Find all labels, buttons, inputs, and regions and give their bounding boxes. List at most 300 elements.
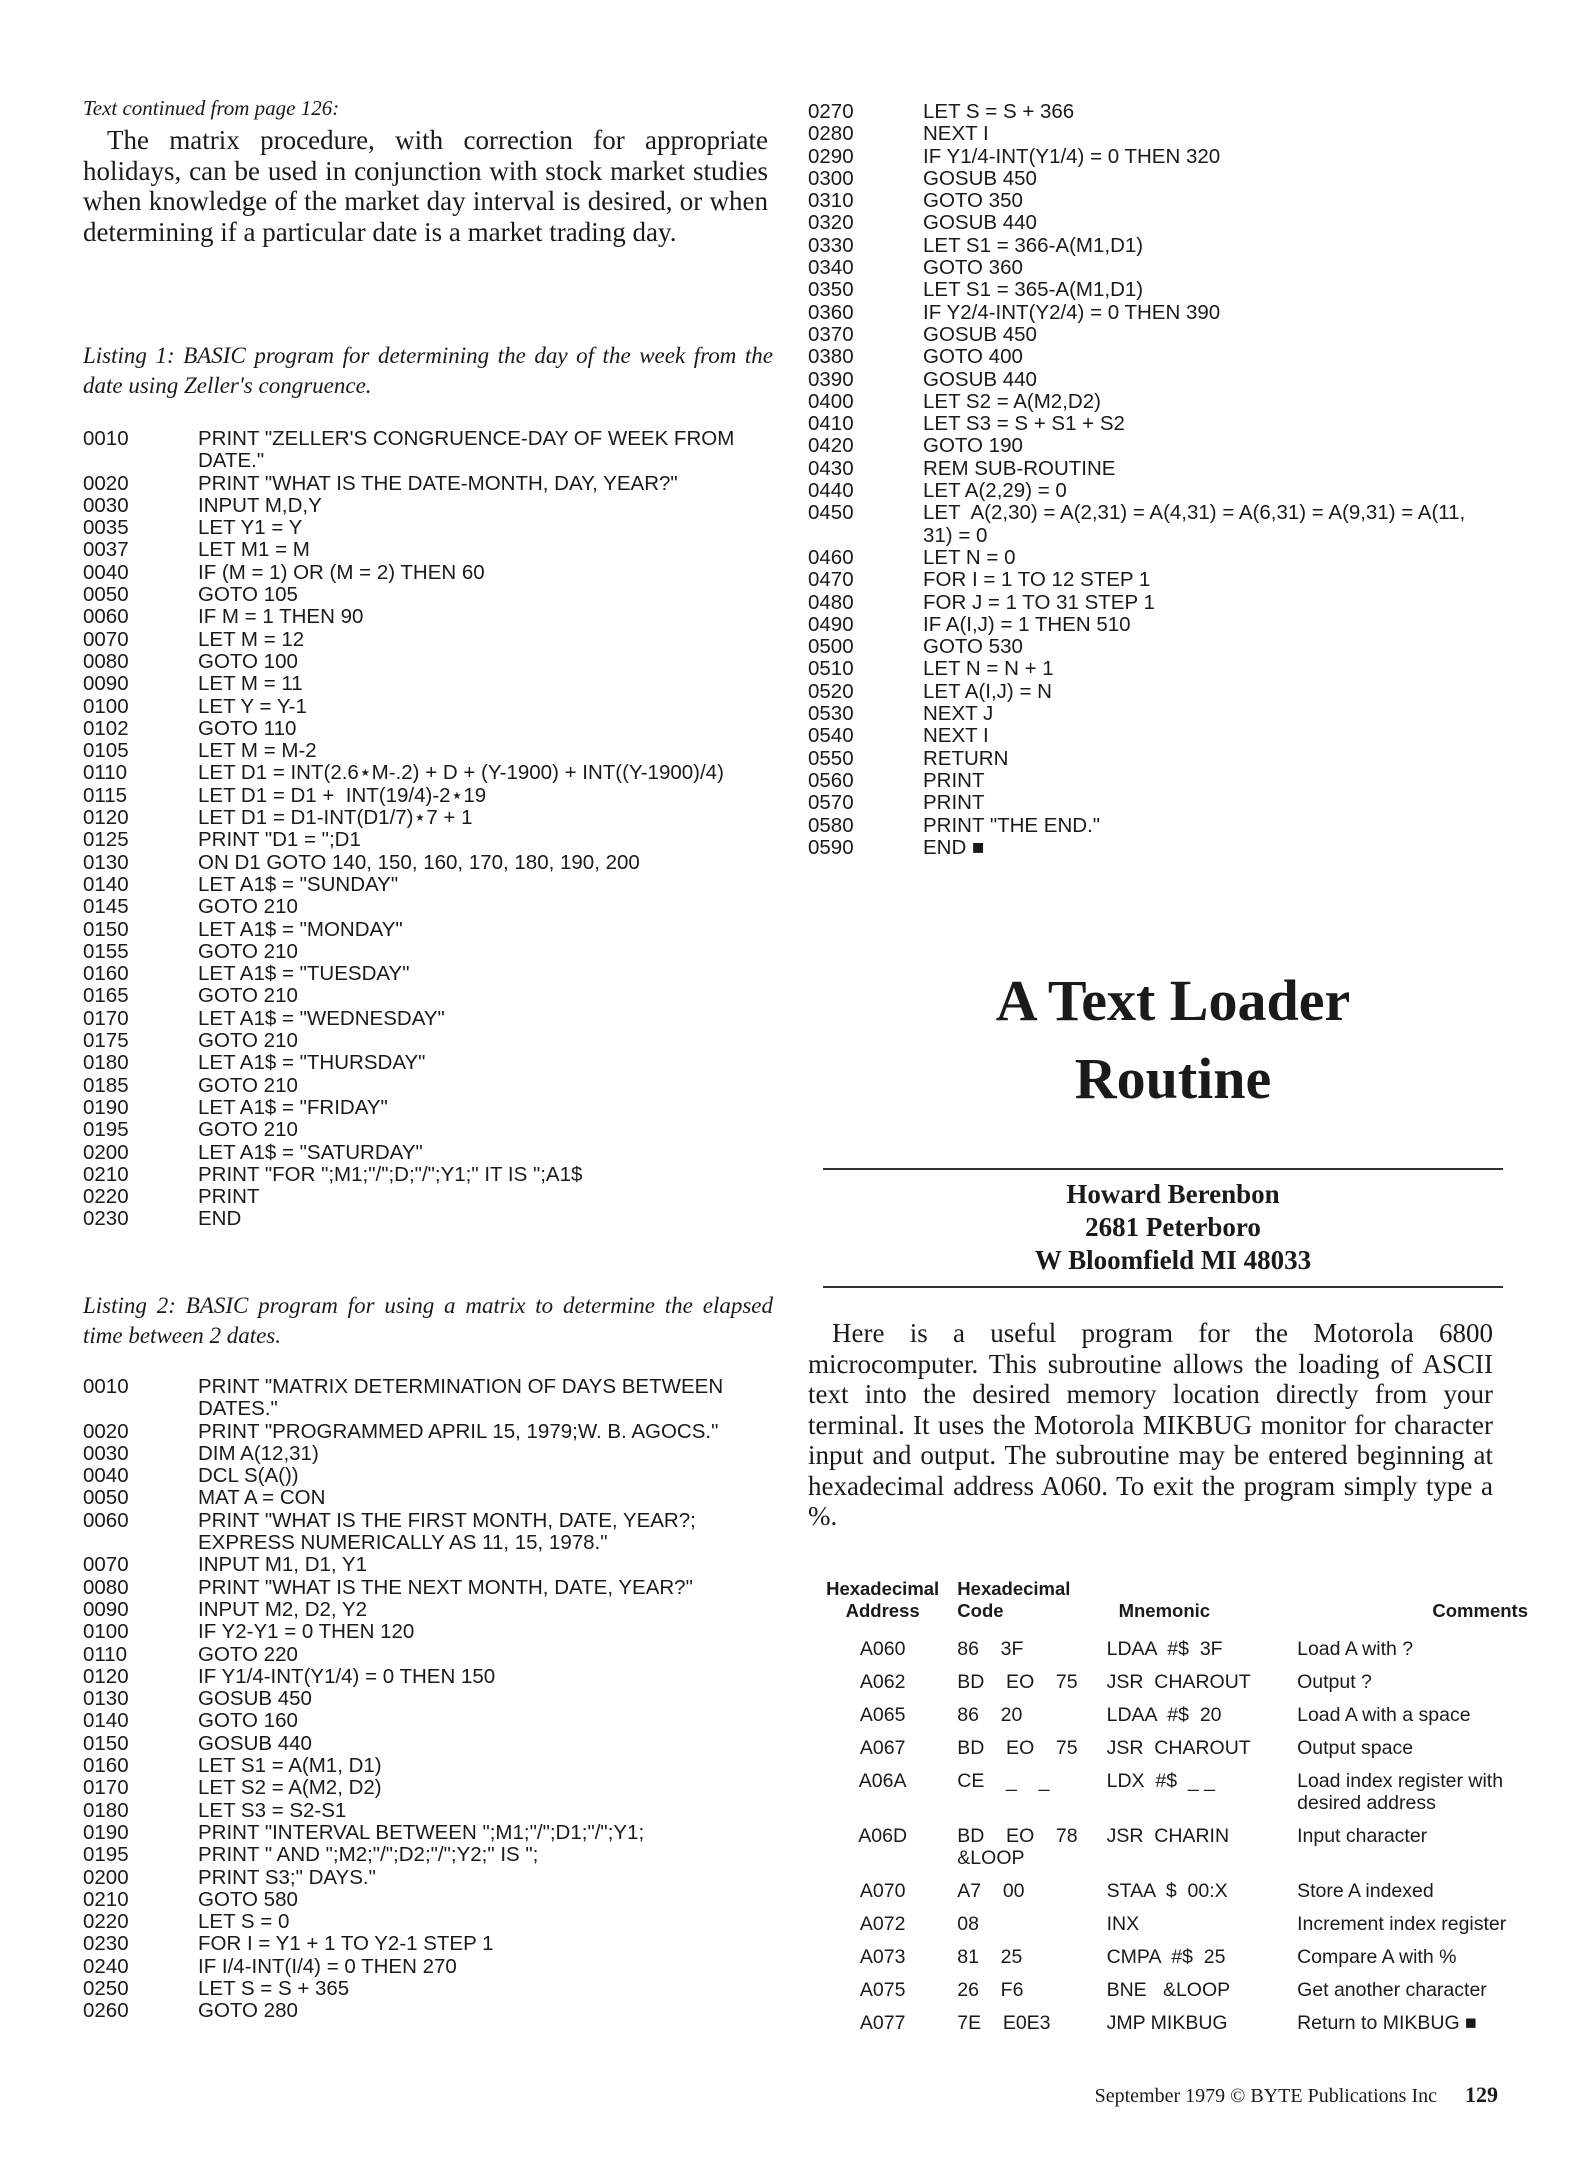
line-code: LET D1 = D1 + INT(19/4)-2⋆19: [198, 783, 487, 807]
code-line: [83, 1577, 768, 1599]
line-code: LET A1$ = "SATURDAY": [198, 1140, 423, 1164]
code-line: [83, 896, 768, 918]
line-number: 0070: [83, 627, 129, 651]
line-number: 0180: [83, 1798, 129, 1822]
line-code: INPUT M2, D2, Y2: [198, 1597, 367, 1621]
title-line-2: Routine: [1074, 1046, 1272, 1111]
line-number: 0145: [83, 895, 129, 919]
line-code: IF A(I,J) = 1 THEN 510: [923, 612, 1131, 636]
line-code: LET A1$ = "THURSDAY": [198, 1051, 426, 1075]
line-code: LET A1$ = "SUNDAY": [198, 872, 399, 896]
cell-address: A065: [859, 1704, 906, 1726]
code-line: [83, 1822, 768, 1844]
code-line: [83, 1621, 768, 1643]
code-line: [83, 1666, 768, 1688]
code-line: [808, 458, 1493, 480]
cell-comment: Load index register with desired address: [1297, 1770, 1504, 1814]
table-header-row: [808, 1578, 1538, 1638]
line-code: LET A1$ = "FRIDAY": [198, 1095, 388, 1119]
line-number: 0230: [83, 1932, 129, 1956]
code-line: [808, 235, 1493, 257]
cell-comment: Output ?: [1297, 1671, 1372, 1693]
line-number: 0080: [83, 1575, 129, 1599]
cell-comment: Store A indexed: [1297, 1880, 1434, 1902]
code-line: [83, 829, 768, 851]
code-line: [83, 1867, 768, 1889]
line-number: 0450: [808, 501, 854, 525]
cell-mnemonic: LDAA #$ 3F: [1106, 1638, 1223, 1660]
code-line: [83, 584, 768, 606]
author-top-rule: [823, 1168, 1503, 1170]
line-number: 0470: [808, 568, 854, 592]
line-number: 0160: [83, 1754, 129, 1778]
line-number: 0110: [83, 761, 128, 785]
line-code: LET A(2,30) = A(2,31) = A(4,31) = A(6,31) = A(9,31) = A(11, 31) = 0: [923, 501, 1471, 547]
line-number: 0550: [808, 746, 854, 770]
line-code: GOTO 580: [198, 1887, 298, 1911]
assembly-table-body: [808, 1638, 1538, 2045]
line-number: 0150: [83, 917, 129, 941]
line-code: PRINT "THE END.": [923, 813, 1101, 837]
code-line: [83, 1710, 768, 1732]
code-line: [83, 1688, 768, 1710]
code-line: [808, 369, 1493, 391]
table-row: [808, 1770, 1538, 1825]
line-number: 0420: [808, 434, 854, 458]
cell-comment: Output space: [1297, 1737, 1414, 1759]
line-number: 0310: [808, 189, 854, 213]
line-code: GOTO 530: [923, 635, 1023, 659]
table-row: [808, 1704, 1538, 1737]
line-number: 0100: [83, 1620, 129, 1644]
line-number: 0190: [83, 1095, 129, 1119]
code-line: [83, 1554, 768, 1576]
cell-code: 26 F6: [957, 1979, 1024, 2001]
line-number: 0210: [83, 1162, 129, 1186]
line-code: GOTO 110: [198, 716, 297, 740]
code-line: [83, 517, 768, 539]
code-line: [808, 168, 1493, 190]
code-line: [808, 770, 1493, 792]
article-body: Here is a useful program for the Motorola 6800 microcomputer. This subroutine allows the loading of ASCII text into the desired memory location directly from your terminal. It uses the Motorola MIKBUG monitor for character input and output. The subroutine may be entered beginning at hexadecimal address A060. To exit the program simply type a %.: [808, 1318, 1493, 1531]
cell-mnemonic: LDAA #$ 20: [1106, 1704, 1222, 1726]
cell-mnemonic: CMPA #$ 25: [1106, 1946, 1226, 1968]
code-line: [83, 718, 768, 740]
line-number: 0050: [83, 1486, 129, 1510]
line-number: 0090: [83, 1597, 129, 1621]
line-number: 0200: [83, 1140, 129, 1164]
cell-code: BD EO 78 &LOOP: [957, 1825, 1084, 1869]
code-line: [808, 725, 1493, 747]
code-line: [808, 547, 1493, 569]
code-line: [83, 1599, 768, 1621]
article-title: [808, 962, 1538, 1118]
line-code: LET S1 = 365-A(M1,D1): [923, 278, 1144, 302]
listing1-code: [83, 428, 768, 1231]
line-code: LET S = 0: [198, 1910, 290, 1934]
line-code: IF M = 1 THEN 90: [198, 605, 364, 629]
line-number: 0020: [83, 471, 129, 495]
line-code: GOTO 280: [198, 1999, 298, 2023]
line-code: GOSUB 440: [923, 367, 1037, 391]
code-line: [808, 279, 1493, 301]
line-code: GOTO 105: [198, 583, 298, 607]
line-code: GOTO 360: [923, 256, 1023, 280]
line-number: 0030: [83, 493, 129, 517]
line-code: GOTO 220: [198, 1642, 298, 1666]
code-line: [808, 257, 1493, 279]
cell-code: BD EO 75: [957, 1737, 1078, 1759]
header-address: Hexadecimal Address: [826, 1578, 940, 1621]
line-number: 0125: [83, 828, 129, 852]
cell-address: A077: [859, 2012, 906, 2034]
line-number: 0430: [808, 456, 854, 480]
line-code: PRINT "PROGRAMMED APRIL 15, 1979;W. B. AGOCS.": [198, 1419, 719, 1443]
line-number: 0270: [808, 100, 854, 123]
code-line: [808, 658, 1493, 680]
table-row: [808, 1880, 1538, 1913]
line-code: ON D1 GOTO 140, 150, 160, 170, 180, 190, 200: [198, 850, 640, 874]
code-line: [83, 1644, 768, 1666]
listing2-caption: Listing 2: BASIC program for using a matrix to determine the elapsed time between 2 dates.: [83, 1293, 773, 1348]
line-code: PRINT: [923, 791, 985, 815]
cell-mnemonic: JMP MIKBUG: [1106, 2012, 1228, 2034]
cell-code: 08: [957, 1913, 979, 1935]
line-number: 0195: [83, 1118, 129, 1142]
code-line: [83, 1889, 768, 1911]
code-line: [83, 1186, 768, 1208]
cell-code: 81 25: [957, 1946, 1023, 1968]
cell-code: 7E E0E3: [957, 2012, 1051, 2034]
line-code: GOSUB 440: [198, 1731, 312, 1755]
line-code: FOR I = Y1 + 1 TO Y2-1 STEP 1: [198, 1932, 494, 1956]
assembly-table: [808, 1578, 1538, 2045]
line-number: 0195: [83, 1843, 129, 1867]
cell-mnemonic: JSR CHAROUT: [1106, 1737, 1251, 1759]
line-code: GOSUB 440: [923, 211, 1037, 235]
line-code: LET A1$ = "TUESDAY": [198, 962, 410, 986]
line-number: 0120: [83, 806, 129, 830]
line-code: DCL S(A()): [198, 1464, 299, 1488]
intro-paragraph: The matrix procedure, with correction for appropriate holidays, can be used in conjunction with stock market studies when knowledge of the market day interval is desired, or when determining if a particular date is a market trading day.: [83, 125, 768, 247]
author-street: 2681 Peterboro: [1085, 1212, 1261, 1242]
code-line: [83, 963, 768, 985]
listing2-code: [83, 1376, 768, 2023]
line-code: LET Y1 = Y: [198, 516, 303, 540]
line-number: 0380: [808, 345, 854, 369]
code-line: [83, 1755, 768, 1777]
code-line: [83, 1777, 768, 1799]
footer-credit: September 1979 © BYTE Publications Inc: [1094, 2085, 1437, 2107]
line-code: NEXT I: [923, 724, 989, 748]
line-number: 0140: [83, 872, 129, 896]
line-number: 0080: [83, 649, 129, 673]
code-line: [808, 324, 1493, 346]
line-code: LET N = N + 1: [923, 657, 1054, 681]
line-number: 0102: [83, 716, 129, 740]
code-line: [808, 837, 1493, 859]
line-number: 0350: [808, 278, 854, 302]
line-number: 0040: [83, 1464, 129, 1488]
code-line: [83, 1844, 768, 1866]
line-code: NEXT I: [923, 122, 989, 146]
line-code: DIM A(12,31): [198, 1441, 319, 1465]
code-line: [83, 1052, 768, 1074]
line-code: PRINT "WHAT IS THE NEXT MONTH, DATE, YEAR?": [198, 1575, 693, 1599]
line-code: IF Y1/4-INT(Y1/4) = 0 THEN 320: [923, 144, 1221, 168]
line-code: NEXT J: [923, 702, 994, 726]
line-number: 0160: [83, 962, 129, 986]
cell-address: A06D: [858, 1825, 908, 1847]
line-number: 0510: [808, 657, 854, 681]
line-number: 0570: [808, 791, 854, 815]
line-code: LET D1 = D1-INT(D1/7)⋆7 + 1: [198, 806, 473, 830]
line-number: 0115: [83, 783, 128, 807]
line-number: 0460: [808, 545, 854, 569]
code-line: [83, 874, 768, 896]
line-code: INPUT M1, D1, Y1: [198, 1553, 367, 1577]
code-line: [808, 502, 1493, 547]
code-line: [83, 1465, 768, 1487]
code-line: [808, 480, 1493, 502]
line-code: IF I/4-INT(I/4) = 0 THEN 270: [198, 1954, 457, 1978]
cell-comment: Load A with a space: [1297, 1704, 1471, 1726]
line-code: LET M = 12: [198, 627, 305, 651]
cell-code: CE _ _: [957, 1770, 1050, 1792]
line-number: 0400: [808, 389, 854, 413]
line-number: 0037: [83, 538, 129, 562]
line-number: 0210: [83, 1887, 129, 1911]
code-line: [83, 919, 768, 941]
code-line: [808, 212, 1493, 234]
line-code: LET S1 = 366-A(M1,D1): [923, 233, 1144, 257]
code-line: [83, 1487, 768, 1509]
line-number: 0320: [808, 211, 854, 235]
line-number: 0300: [808, 166, 854, 190]
code-line: [83, 852, 768, 874]
line-number: 0390: [808, 367, 854, 391]
line-code: LET N = 0: [923, 545, 1016, 569]
table-row: [808, 1825, 1538, 1880]
line-number: 0250: [83, 1977, 129, 2001]
line-number: 0520: [808, 679, 854, 703]
line-number: 0500: [808, 635, 854, 659]
line-code: GOTO 210: [198, 939, 298, 963]
code-line: [83, 1510, 768, 1555]
code-line: [808, 391, 1493, 413]
page-footer: [808, 2082, 1498, 2108]
line-number: 0140: [83, 1709, 129, 1733]
line-number: 0360: [808, 300, 854, 324]
line-code: FOR I = 1 TO 12 STEP 1: [923, 568, 1151, 592]
line-number: 0020: [83, 1419, 129, 1443]
cell-code: 86 20: [957, 1704, 1023, 1726]
line-number: 0130: [83, 850, 129, 874]
header-code: Hexadecimal Code: [957, 1578, 1071, 1621]
line-code: PRINT "FOR ";M1;"/";D;"/";Y1;" IT IS ";A1$: [198, 1162, 583, 1186]
line-number: 0030: [83, 1441, 129, 1465]
line-code: IF Y2/4-INT(Y2/4) = 0 THEN 390: [923, 300, 1221, 324]
code-line: [83, 1376, 768, 1421]
line-number: 0190: [83, 1820, 129, 1844]
code-line: [808, 681, 1493, 703]
code-line: [83, 1008, 768, 1030]
code-line: [808, 703, 1493, 725]
code-line: [83, 539, 768, 561]
cell-code: A7 00: [957, 1880, 1025, 1902]
code-line: [808, 792, 1493, 814]
line-number: 0340: [808, 256, 854, 280]
line-code: GOTO 400: [923, 345, 1023, 369]
code-line: [808, 413, 1493, 435]
line-code: GOTO 210: [198, 895, 298, 919]
line-code: PRINT "D1 = ";D1: [198, 828, 361, 852]
line-number: 0010: [83, 1375, 129, 1398]
line-code: MAT A = CON: [198, 1486, 326, 1510]
header-comments: Comments: [1432, 1600, 1528, 1621]
listing1-caption: Listing 1: BASIC program for determining the day of the week from the date using Zeller's congruence.: [83, 343, 773, 398]
code-line: [83, 1933, 768, 1955]
line-number: 0170: [83, 1776, 129, 1800]
line-code: LET S1 = A(M1, D1): [198, 1754, 382, 1778]
line-number: 0165: [83, 984, 129, 1008]
line-number: 0110: [83, 1642, 128, 1666]
author-block: [808, 1178, 1538, 1277]
code-line: [83, 1208, 768, 1230]
cell-address: A075: [859, 1979, 906, 2001]
table-row: [808, 1946, 1538, 1979]
line-number: 0090: [83, 672, 129, 696]
code-line: [83, 1911, 768, 1933]
cell-comment: Return to MIKBUG ■: [1297, 2012, 1477, 2034]
line-number: 0070: [83, 1553, 129, 1577]
cell-comment: Load A with ?: [1297, 1638, 1414, 1660]
cell-mnemonic: LDX #$ _ _: [1106, 1770, 1215, 1792]
cell-mnemonic: STAA $ 00:X: [1106, 1880, 1228, 1902]
code-line: [83, 1097, 768, 1119]
code-line: [808, 346, 1493, 368]
line-code: LET Y = Y-1: [198, 694, 307, 718]
line-code: LET S2 = A(M2,D2): [923, 389, 1101, 413]
code-line: [83, 1075, 768, 1097]
header-mnemonic: Mnemonic: [1118, 1600, 1211, 1621]
line-number: 0330: [808, 233, 854, 257]
line-code: LET S = S + 365: [198, 1977, 350, 2001]
line-number: 0370: [808, 322, 854, 346]
line-code: GOTO 210: [198, 1118, 298, 1142]
line-number: 0240: [83, 1954, 129, 1978]
line-number: 0230: [83, 1207, 129, 1231]
line-number: 0540: [808, 724, 854, 748]
line-code: PRINT "MATRIX DETERMINATION OF DAYS BETWEEN DATES.": [198, 1375, 729, 1421]
continued-note: Text continued from page 126:: [83, 96, 340, 120]
line-code: LET A(2,29) = 0: [923, 479, 1067, 503]
code-line: [83, 762, 768, 784]
code-line: [83, 473, 768, 495]
line-code: GOTO 210: [198, 1029, 298, 1053]
code-line: [808, 592, 1493, 614]
line-number: 0040: [83, 560, 129, 584]
line-code: GOTO 210: [198, 1073, 298, 1097]
author-city: W Bloomfield MI 48033: [1034, 1245, 1312, 1275]
line-number: 0280: [808, 122, 854, 146]
line-code: GOTO 210: [198, 984, 298, 1008]
line-code: PRINT "INTERVAL BETWEEN ";M1;"/";D1;"/";Y1;: [198, 1820, 645, 1844]
line-code: REM SUB-ROUTINE: [923, 456, 1116, 480]
cell-mnemonic: INX: [1106, 1913, 1140, 1935]
cell-code: BD EO 75: [957, 1671, 1078, 1693]
line-code: GOSUB 450: [923, 322, 1037, 346]
code-line: [83, 606, 768, 628]
line-number: 0035: [83, 516, 129, 540]
cell-address: A067: [859, 1737, 906, 1759]
line-code: LET M = M-2: [198, 739, 317, 763]
code-line: [83, 1443, 768, 1465]
code-line: [83, 1030, 768, 1052]
code-line: [83, 1119, 768, 1141]
code-line: [808, 435, 1493, 457]
cell-address: A060: [859, 1638, 906, 1660]
line-code: PRINT S3;" DAYS.": [198, 1865, 376, 1889]
table-row: [808, 1913, 1538, 1946]
cell-comment: Compare A with %: [1297, 1946, 1457, 1968]
line-number: 0480: [808, 590, 854, 614]
line-code: LET S = S + 366: [923, 100, 1075, 123]
code-line: [83, 428, 768, 473]
author-name: Howard Berenbon: [1066, 1179, 1280, 1209]
cell-mnemonic: JSR CHAROUT: [1106, 1671, 1251, 1693]
line-code: END ■: [923, 835, 985, 859]
line-code: LET M = 11: [198, 672, 303, 696]
code-line: [83, 941, 768, 963]
listing2-continued-code: [808, 101, 1493, 859]
code-line: [83, 562, 768, 584]
cell-address: A073: [859, 1946, 906, 1968]
line-number: 0220: [83, 1185, 129, 1209]
line-number: 0260: [83, 1999, 129, 2023]
code-line: [808, 815, 1493, 837]
line-number: 0185: [83, 1073, 129, 1097]
line-number: 0105: [83, 739, 129, 763]
code-line: [808, 101, 1493, 123]
cell-mnemonic: BNE &LOOP: [1106, 1979, 1231, 2001]
line-code: LET S3 = S + S1 + S2: [923, 412, 1125, 436]
code-line: [808, 123, 1493, 145]
line-code: IF (M = 1) OR (M = 2) THEN 60: [198, 560, 485, 584]
line-number: 0150: [83, 1731, 129, 1755]
code-line: [83, 1978, 768, 2000]
line-code: LET A(I,J) = N: [923, 679, 1052, 703]
line-code: PRINT " AND ";M2;"/";D2;"/";Y2;" IS ";: [198, 1843, 539, 1867]
line-number: 0050: [83, 583, 129, 607]
cell-code: 86 3F: [957, 1638, 1024, 1660]
code-line: [83, 696, 768, 718]
title-line-1: A Text Loader: [995, 968, 1351, 1033]
code-line: [808, 190, 1493, 212]
line-number: 0560: [808, 768, 854, 792]
line-number: 0410: [808, 412, 854, 436]
line-number: 0290: [808, 144, 854, 168]
line-code: IF Y1/4-INT(Y1/4) = 0 THEN 150: [198, 1664, 496, 1688]
cell-address: A070: [859, 1880, 906, 1902]
cell-mnemonic: JSR CHARIN: [1106, 1825, 1230, 1847]
code-line: [83, 2000, 768, 2022]
code-line: [83, 1164, 768, 1186]
line-code: PRINT: [923, 768, 985, 792]
table-row: [808, 1979, 1538, 2012]
line-code: LET M1 = M: [198, 538, 310, 562]
line-code: GOSUB 450: [923, 166, 1037, 190]
